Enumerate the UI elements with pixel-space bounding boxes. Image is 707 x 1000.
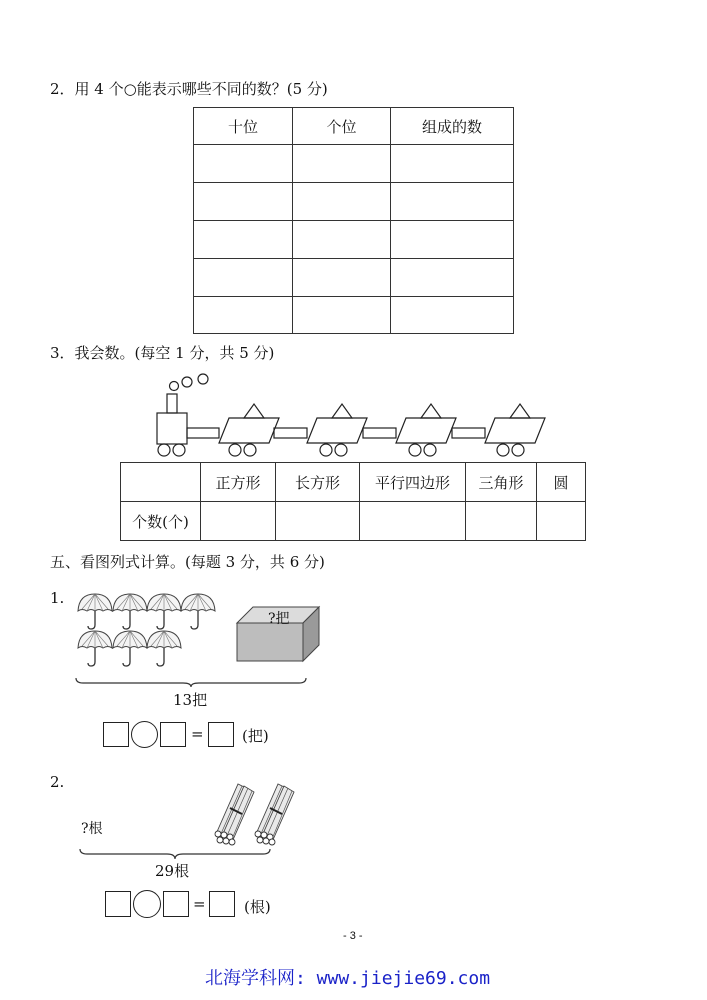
answer-box[interactable]: [160, 722, 186, 747]
answer-cell[interactable]: [391, 145, 514, 183]
answer-cell[interactable]: [537, 502, 586, 541]
problem-2-number: 2.: [50, 773, 65, 791]
answer-cell[interactable]: [293, 145, 391, 183]
answer-box[interactable]: [163, 891, 189, 917]
total-label-2: 29根: [155, 862, 190, 880]
equals-sign: =: [191, 725, 204, 743]
brace-2: [79, 847, 271, 861]
q3-header-triangle: 三角形: [466, 463, 537, 502]
train-illustration: [150, 368, 560, 460]
answer-cell[interactable]: [391, 297, 514, 334]
q3-empty-header: [121, 463, 201, 502]
table-row: [194, 183, 514, 221]
q2-table: [193, 107, 514, 334]
q3-header-rectangle: 长方形: [276, 463, 360, 502]
unit-label-2: (根): [244, 898, 271, 916]
answer-cell[interactable]: [293, 259, 391, 297]
answer-cell[interactable]: [293, 183, 391, 221]
section-5-title: 五、看图列式计算。(每题 3 分，共 6 分): [50, 553, 325, 571]
table-row: [194, 145, 514, 183]
answer-cell[interactable]: [276, 502, 360, 541]
question-3-title: 3．我会数。(每空 1 分，共 5 分): [50, 344, 275, 362]
footer-website[interactable]: 北海学科网: www.jiejie69.com: [205, 968, 491, 989]
q3-header-parallelogram: 平行四边形: [360, 463, 466, 502]
total-label-1: 13把: [173, 691, 208, 709]
answer-cell[interactable]: [194, 145, 293, 183]
answer-cell[interactable]: [293, 297, 391, 334]
answer-box[interactable]: [103, 722, 129, 747]
answer-cell[interactable]: [293, 221, 391, 259]
table-row: [194, 259, 514, 297]
answer-cell[interactable]: [201, 502, 276, 541]
operator-circle[interactable]: [133, 890, 161, 918]
table-row: [194, 221, 514, 259]
table-row: [121, 502, 586, 541]
problem-1-number: 1.: [50, 589, 65, 607]
question-2-title: 2．用 4 个○能表示哪些不同的数？(5 分): [50, 80, 328, 98]
page-number: - 3 -: [343, 930, 363, 942]
unknown-sticks-label: ?根: [81, 821, 103, 837]
answer-box[interactable]: [209, 891, 235, 917]
q3-row-label: 个数(个): [121, 502, 201, 541]
answer-cell[interactable]: [466, 502, 537, 541]
sticks-bundles-illustration: [208, 778, 298, 850]
answer-cell[interactable]: [194, 297, 293, 334]
operator-circle[interactable]: [131, 721, 158, 748]
answer-cell[interactable]: [391, 183, 514, 221]
answer-cell[interactable]: [360, 502, 466, 541]
table-row: [194, 297, 514, 334]
q3-header-circle: 圆: [537, 463, 586, 502]
answer-cell[interactable]: [391, 221, 514, 259]
box-unknown-label: ?把: [268, 611, 290, 627]
q3-header-square: 正方形: [201, 463, 276, 502]
answer-box[interactable]: [208, 722, 234, 747]
answer-cell[interactable]: [391, 259, 514, 297]
equals-sign: =: [193, 895, 206, 913]
q3-table: [120, 462, 586, 541]
q2-header-ones: 个位: [293, 108, 391, 145]
q2-header-number: 组成的数: [391, 108, 514, 145]
answer-cell[interactable]: [194, 221, 293, 259]
unit-label-1: (把): [242, 727, 269, 745]
answer-cell[interactable]: [194, 259, 293, 297]
umbrellas-illustration: [74, 590, 224, 672]
answer-cell[interactable]: [194, 183, 293, 221]
answer-box[interactable]: [105, 891, 131, 917]
q2-header-tens: 十位: [194, 108, 293, 145]
brace-1: [75, 676, 307, 688]
